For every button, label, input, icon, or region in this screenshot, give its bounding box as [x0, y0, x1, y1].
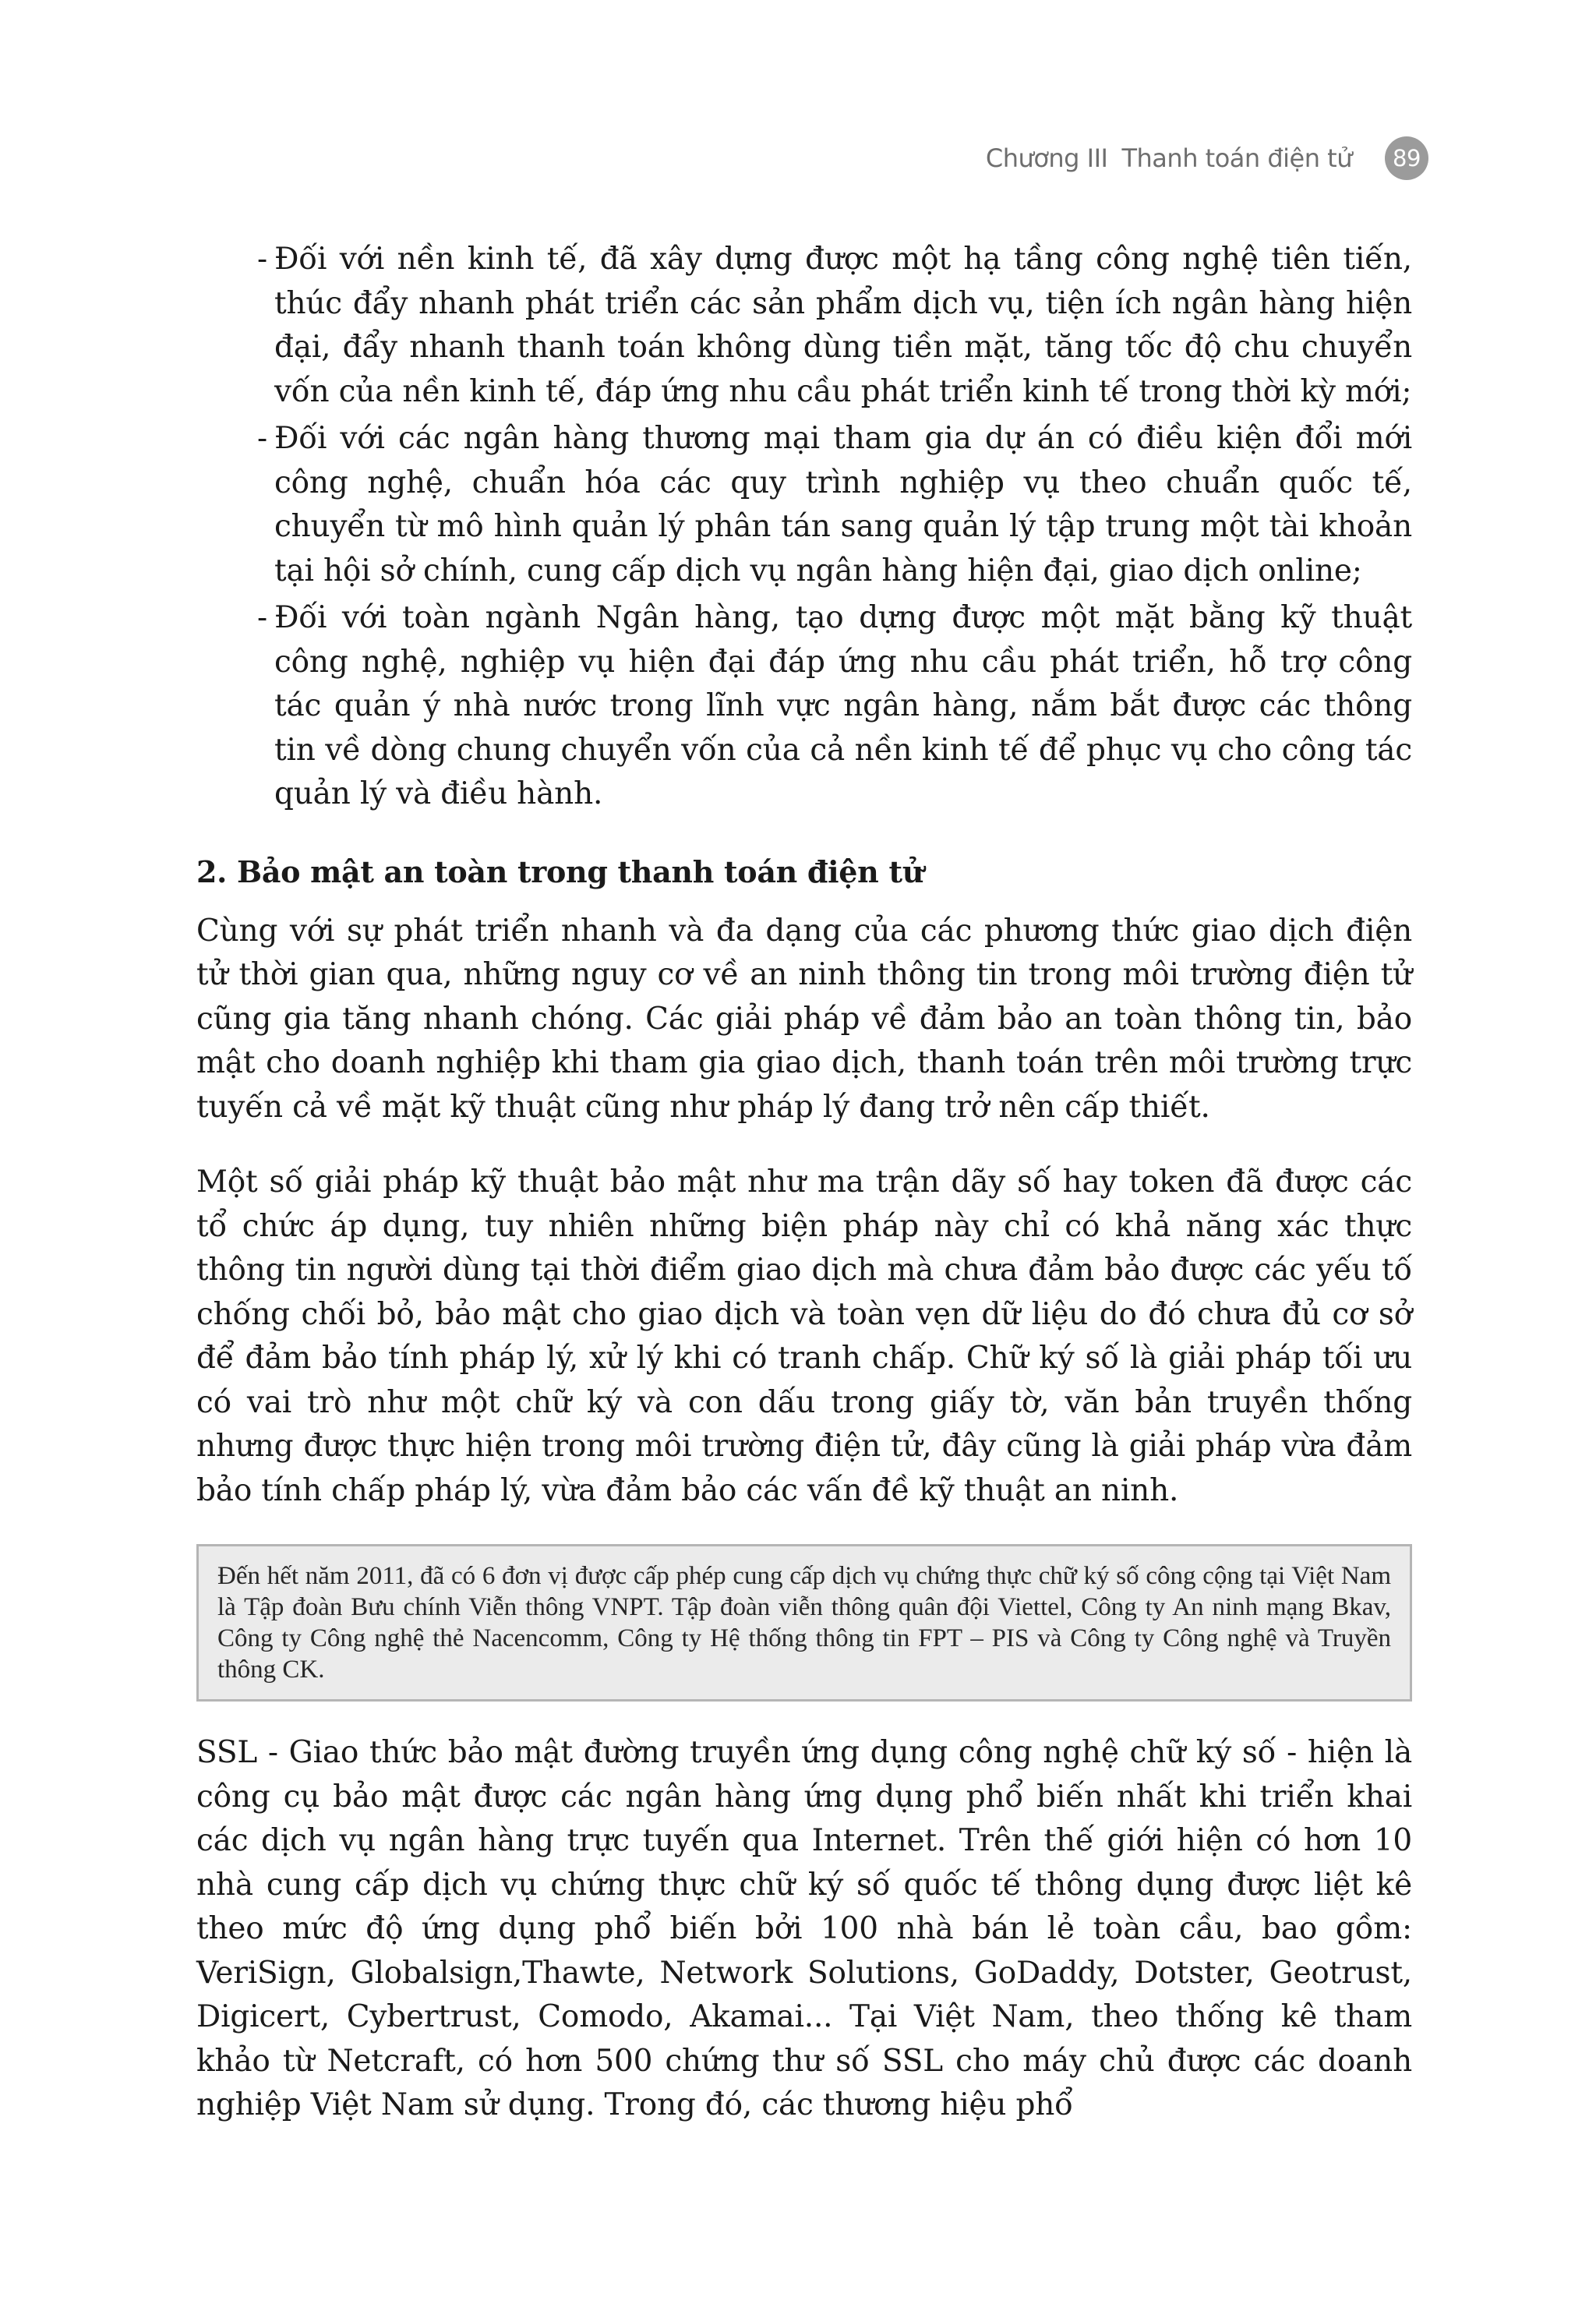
bullet-text: Đối với các ngân hàng thương mại tham gia dự án có điều kiện đổi mới công nghệ, chuẩn hóa các quy trình nghiệp vụ theo chuẩn quốc tế, chuyển từ mô hình quản lý phân tán sang quản lý tập trung một tài khoản tại hội sở chính, cung cấp dịch vụ ngân hàng hiện đại, giao dịch online;	[274, 421, 1412, 588]
bullet-item	[196, 417, 1412, 593]
chapter-title: Thanh toán điện tử	[1121, 143, 1352, 173]
dash-marker: -	[257, 242, 267, 277]
running-head	[986, 136, 1428, 180]
bullet-text: Đối với nền kinh tế, đã xây dựng được một hạ tầng công nghệ tiên tiến, thúc đẩy nhanh phát triển các sản phẩm dịch vụ, tiện ích ngân hàng hiện đại, đẩy nhanh thanh toán không dùng tiền mặt, tăng tốc độ chu chuyển vốn của nền kinh tế, đáp ứng nhu cầu phát triển kinh tế trong thời kỳ mới;	[274, 242, 1412, 409]
bullet-item	[196, 596, 1412, 817]
note-box: Đến hết năm 2011, đã có 6 đơn vị được cấp phép cung cấp dịch vụ chứng thực chữ ký số công cộng tại Việt Nam là Tập đoàn Bưu chính Viễn thông VNPT. Tập đoàn viễn thông quân đội Viettel, Công ty An ninh mạng Bkav, Công ty Công nghệ thẻ Nacencomm, Công ty Hệ thống thông tin FPT – PIS và Công ty Công nghệ và Truyền thông CK.	[196, 1544, 1412, 1702]
paragraph: SSL - Giao thức bảo mật đường truyền ứng dụng công nghệ chữ ký số - hiện là công cụ bảo mật được các ngân hàng ứng dụng phổ biến nhất khi triển khai các dịch vụ ngân hàng trực tuyến qua Internet. Trên thế giới hiện có hơn 10 nhà cung cấp dịch vụ chứng thực chữ ký số quốc tế thông dụng được liệt kê theo mức độ ứng dụng phổ biến bởi 100 nhà bán lẻ toàn cầu, bao gồm: VeriSign, Globalsign,Thawte, Network Solutions, GoDaddy, Dotster, Geotrust, Digicert, Cybertrust, Comodo, Akamai... Tại Việt Nam, theo thống kê tham khảo từ Netcraft, có hơn 500 chứng thư số SSL cho máy chủ được các doanh nghiệp Việt Nam sử dụng. Trong đó, các thương hiệu phổ	[196, 1735, 1412, 2122]
section-heading: 2. Bảo mật an toàn trong thanh toán điện tử	[196, 853, 924, 889]
page-number-badge: 89	[1385, 136, 1428, 180]
dash-marker: -	[257, 421, 267, 456]
page-body	[196, 238, 1412, 2159]
paragraph: Cùng với sự phát triển nhanh và đa dạng của các phương thức giao dịch điện tử thời gian qua, những nguy cơ về an ninh thông tin trong môi trường điện tử cũng gia tăng nhanh chóng. Các giải pháp về đảm bảo an toàn thông tin, bảo mật cho doanh nghiệp khi tham gia giao dịch, thanh toán trên môi trường trực tuyến cả về mặt kỹ thuật cũng như pháp lý đang trở nên cấp thiết.	[196, 913, 1412, 1125]
paragraph: Một số giải pháp kỹ thuật bảo mật như ma trận dãy số hay token đã được các tổ chức áp dụng, tuy nhiên những biện pháp này chỉ có khả năng xác thực thông tin người dùng tại thời điểm giao dịch mà chưa đảm bảo được các yếu tố chống chối bỏ, bảo mật cho giao dịch và toàn vẹn dữ liệu do đó chưa đủ cơ sở để đảm bảo tính pháp lý, xử lý khi có tranh chấp. Chữ ký số là giải pháp tối ưu có vai trò như một chữ ký và con dấu trong giấy tờ, văn bản truyền thống nhưng được thực hiện trong môi trường điện tử, đây cũng là giải pháp vừa đảm bảo tính chấp pháp lý, vừa đảm bảo các vấn đề kỹ thuật an ninh.	[196, 1164, 1412, 1508]
dash-marker: -	[257, 600, 267, 635]
chapter-label: Chương III	[985, 143, 1108, 173]
bullet-list	[196, 238, 1412, 817]
bullet-text: Đối với toàn ngành Ngân hàng, tạo dựng được một mặt bằng kỹ thuật công nghệ, nghiệp vụ hiện đại đáp ứng nhu cầu phát triển, hỗ trợ công tác quản ý nhà nước trong lĩnh vực ngân hàng, nắm bắt được các thông tin về dòng chung chuyển vốn của cả nền kinh tế để phục vụ cho công tác quản lý và điều hành.	[274, 600, 1412, 811]
bullet-item	[196, 238, 1412, 414]
